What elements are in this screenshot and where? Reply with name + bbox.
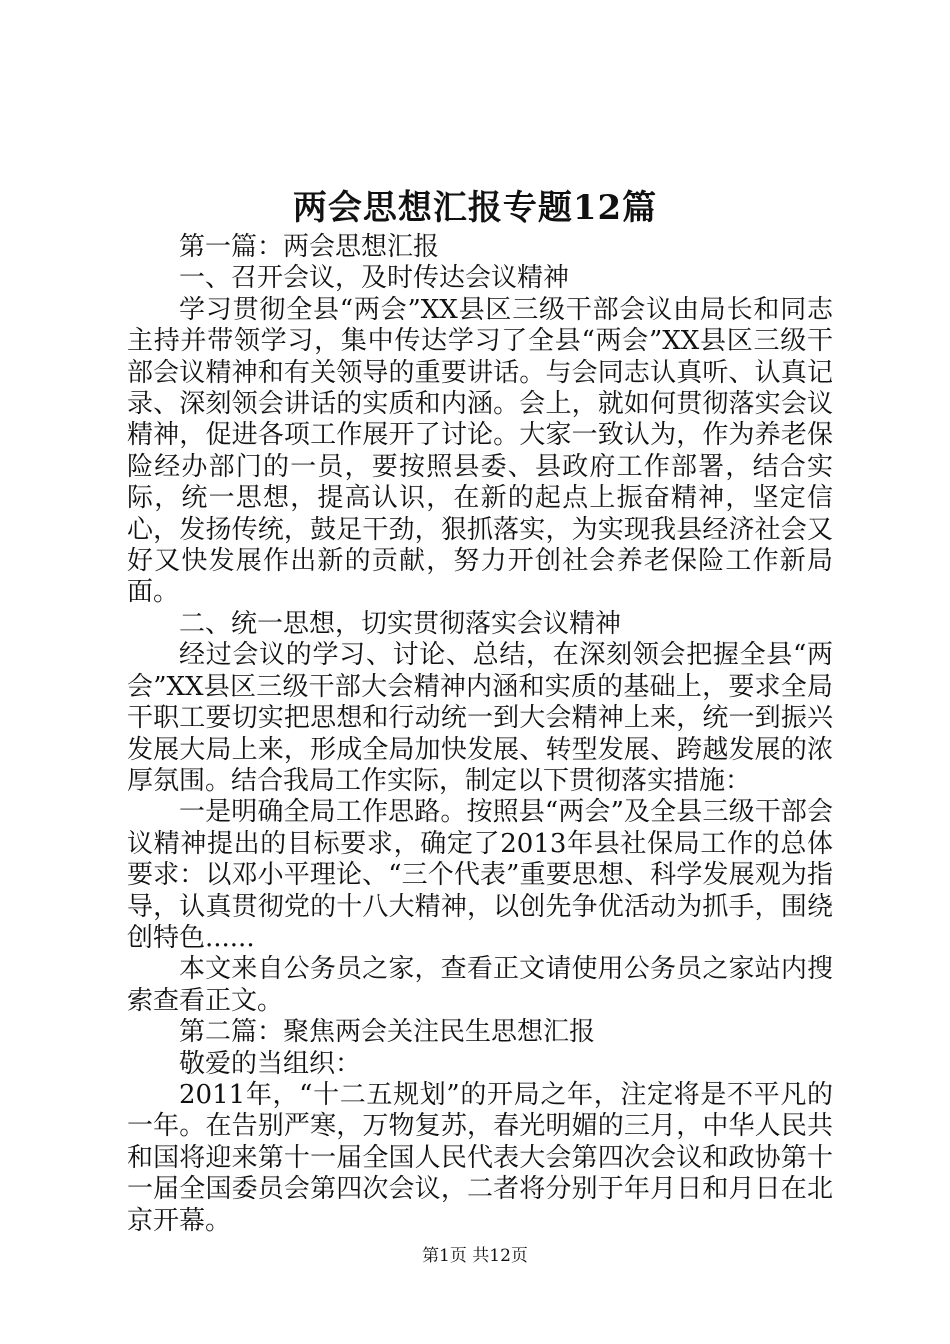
subheading-2: 二、统一思想，切实贯彻落实会议精神 bbox=[179, 608, 622, 639]
page-number: 第1页 共12页 bbox=[422, 1246, 528, 1266]
salutation: 敬爱的当组织： bbox=[179, 1048, 362, 1079]
paragraph-1: 学习贯彻全县“两会”XX县区三级干部会议由局长和同志主持并带领学习，集中传达学习了全县“两会”XX县区三级干部会议精神和有关领导的重要讲话。与会同志认真听、认真记录、深刻领会讲话的实质和内涵。会上，就如何贯彻落实会议精神，促进各项工作展开了讨论。大家一致认为，作为养老保险经办部门的一员，要按照县委、县政府工作部署，结合实际，统一思想，提高认识，在新的起点上振奋精神，坚定信心，发扬传统，鼓足干劲，狠抓落实，为实现我县经济社会又好又快发展作出新的贡献，努力开创社会养老保险工作新局面。 bbox=[127, 294, 833, 608]
subheading-1: 一、召开会议，及时传达会议精神 bbox=[179, 263, 570, 294]
document-title: 两会思想汇报专题12篇 bbox=[292, 188, 658, 228]
document-body bbox=[127, 232, 833, 1237]
section-heading-2: 第二篇：聚焦两会关注民生思想汇报 bbox=[179, 1017, 596, 1048]
paragraph-2: 经过会议的学习、讨论、总结，在深刻领会把握全县“两会”XX县区三级干部大会精神内涵和实质的基础上，要求全局干职工要切实把思想和行动统一到大会精神上来，统一到振兴发展大局上来，形成全局加快发展、转型发展、跨越发展的浓厚氛围。结合我局工作实际，制定以下贯彻落实措施： bbox=[127, 640, 833, 796]
paragraph-4: 2011年，“十二五规划”的开局之年，注定将是不平凡的一年。在告别严寒，万物复苏，春光明媚的三月，中华人民共和国将迎来第十一届全国人民代表大会第四次会议和政协第十一届全国委员会第四次会议，二者将分别于年月日和月日在北京开幕。 bbox=[127, 1079, 833, 1236]
source-note: 本文来自公务员之家，查看正文请使用公务员之家站内搜索查看正文。 bbox=[127, 954, 833, 1016]
section-heading-1: 第一篇：两会思想汇报 bbox=[179, 232, 440, 262]
paragraph-3: 一是明确全局工作思路。按照县“两会”及全县三级干部会议精神提出的目标要求，确定了2013年县社保局工作的总体要求：以邓小平理论、“三个代表”重要思想、科学发展观为指导，认真贯彻党的十八大精神，以创先争优活动为抓手，围绕创特色...... bbox=[127, 797, 833, 953]
